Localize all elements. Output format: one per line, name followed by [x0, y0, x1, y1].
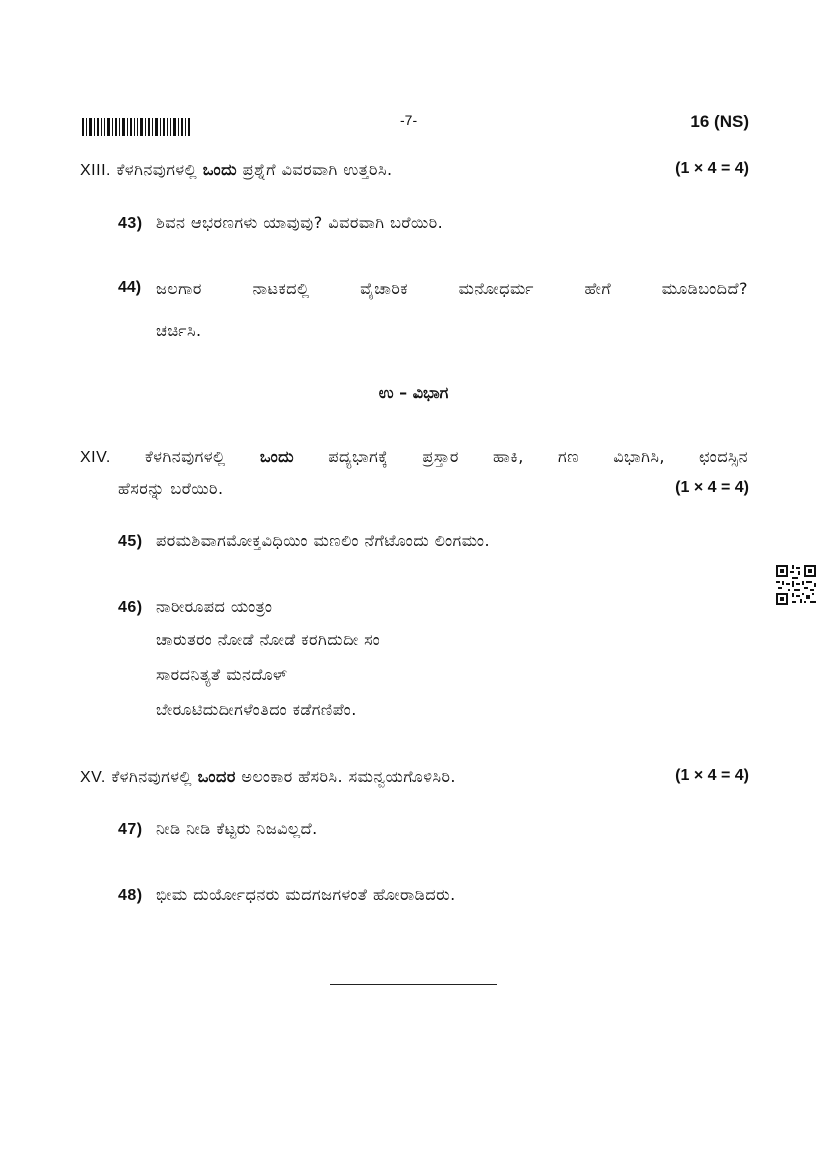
question-44	[118, 279, 748, 299]
section-xiii-marks: (1 × 4 = 4)	[675, 160, 749, 177]
section-number: XIII.	[80, 162, 111, 179]
section-xv-marks: (1 × 4 = 4)	[675, 767, 749, 784]
question-43	[118, 213, 443, 233]
question-text: ಭೀಮ ದುರ್ಯೋಧನರು ಮದಗಜಗಳಂತೆ ಹೋರಾಡಿದರು.	[156, 885, 456, 904]
question-48	[118, 885, 456, 905]
verse-line: ಬೇರೂಟಿದುದೀಗಳೆಂತಿದಂ ಕಡೆಗಣಿಪೆಂ.	[156, 700, 357, 719]
instruction-text: ಅಲಂಕಾರ ಹೆಸರಿಸಿ. ಸಮನ್ವಯಗೊಳಿಸಿರಿ.	[241, 767, 457, 786]
qr-code	[776, 565, 816, 605]
question-text: ಜಲಗಾರ ನಾಟಕದಲ್ಲಿ ವೈಚಾರಿಕ ಮನೋಧರ್ಮ ಹೇಗೆ ಮೂಡಿಬಂದಿದೆ?	[156, 279, 748, 298]
section-xiii-instruction	[80, 160, 393, 180]
question-44-continuation: ಚರ್ಚಿಸಿ.	[156, 321, 202, 340]
section-xiv-marks: (1 × 4 = 4)	[675, 479, 749, 496]
question-46	[118, 597, 272, 617]
question-text: ಪರಮಶಿವಾಗಮೋಕ್ತವಿಧಿಯಿಂ ಮಣಲಿಂ ನೆಗೆಟೊಂದು ಲಿಂಗಮಂ.	[156, 531, 491, 550]
section-xiv-instruction	[80, 447, 748, 467]
instruction-text: ಪ್ರಶ್ನೆಗೆ ವಿವರವಾಗಿ ಉತ್ತರಿಸಿ.	[242, 160, 393, 179]
barcode	[82, 118, 190, 136]
page-number: -7-	[400, 112, 418, 128]
section-xiv-instruction-line2: ಹೆಸರನ್ನು ಬರೆಯಿರಿ.	[118, 479, 224, 498]
question-number: 44)	[118, 279, 142, 296]
section-number: XIV.	[80, 449, 111, 466]
question-number: 48)	[118, 887, 143, 904]
instruction-text: ಕೆಳಗಿನವುಗಳಲ್ಲಿ	[144, 447, 226, 466]
instruction-emphasis: ಒಂದರ	[197, 767, 236, 786]
instruction-text: ಪದ್ಯಭಾಗಕ್ಕೆ ಪ್ರಸ್ತಾರ ಹಾಕಿ, ಗಣ ವಿಭಾಗಿಸಿ, ಛಂದಸ್ಸಿನ	[328, 447, 748, 466]
question-text: ನೀಡಿ ನೀಡಿ ಕೆಟ್ಟರು ನಿಜವಿಲ್ಲದೆ.	[156, 819, 318, 838]
section-number: XV.	[80, 769, 106, 786]
question-number: 47)	[118, 821, 143, 838]
question-number: 45)	[118, 533, 143, 550]
question-number: 43)	[118, 215, 143, 232]
end-rule	[330, 984, 497, 985]
section-xv-instruction	[80, 767, 456, 787]
verse-line: ಸಾರದನಿತ್ಯತೆ ಮನದೊಳ್	[156, 665, 288, 684]
instruction-text: ಕೆಳಗಿನವುಗಳಲ್ಲಿ	[111, 767, 193, 786]
verse-line: ಚಾರುತರಂ ನೋಡೆ ನೋಡೆ ಕರಗಿದುದೀ ಸಂ	[156, 630, 381, 649]
question-47	[118, 819, 318, 839]
question-45	[118, 531, 490, 551]
part-heading: ಉ – ವಿಭಾಗ	[378, 383, 449, 402]
verse-line: ನಾರೀರೂಪದ ಯಂತ್ರಂ	[156, 597, 273, 616]
paper-code: 16 (NS)	[690, 112, 749, 131]
instruction-text: ಕೆಳಗಿನವುಗಳಲ್ಲಿ	[116, 160, 198, 179]
instruction-emphasis: ಒಂದು	[259, 447, 295, 466]
question-text: ಶಿವನ ಆಭರಣಗಳು ಯಾವುವು? ವಿವರವಾಗಿ ಬರೆಯಿರಿ.	[156, 213, 444, 232]
question-number: 46)	[118, 599, 143, 616]
instruction-emphasis: ಒಂದು	[202, 160, 238, 179]
